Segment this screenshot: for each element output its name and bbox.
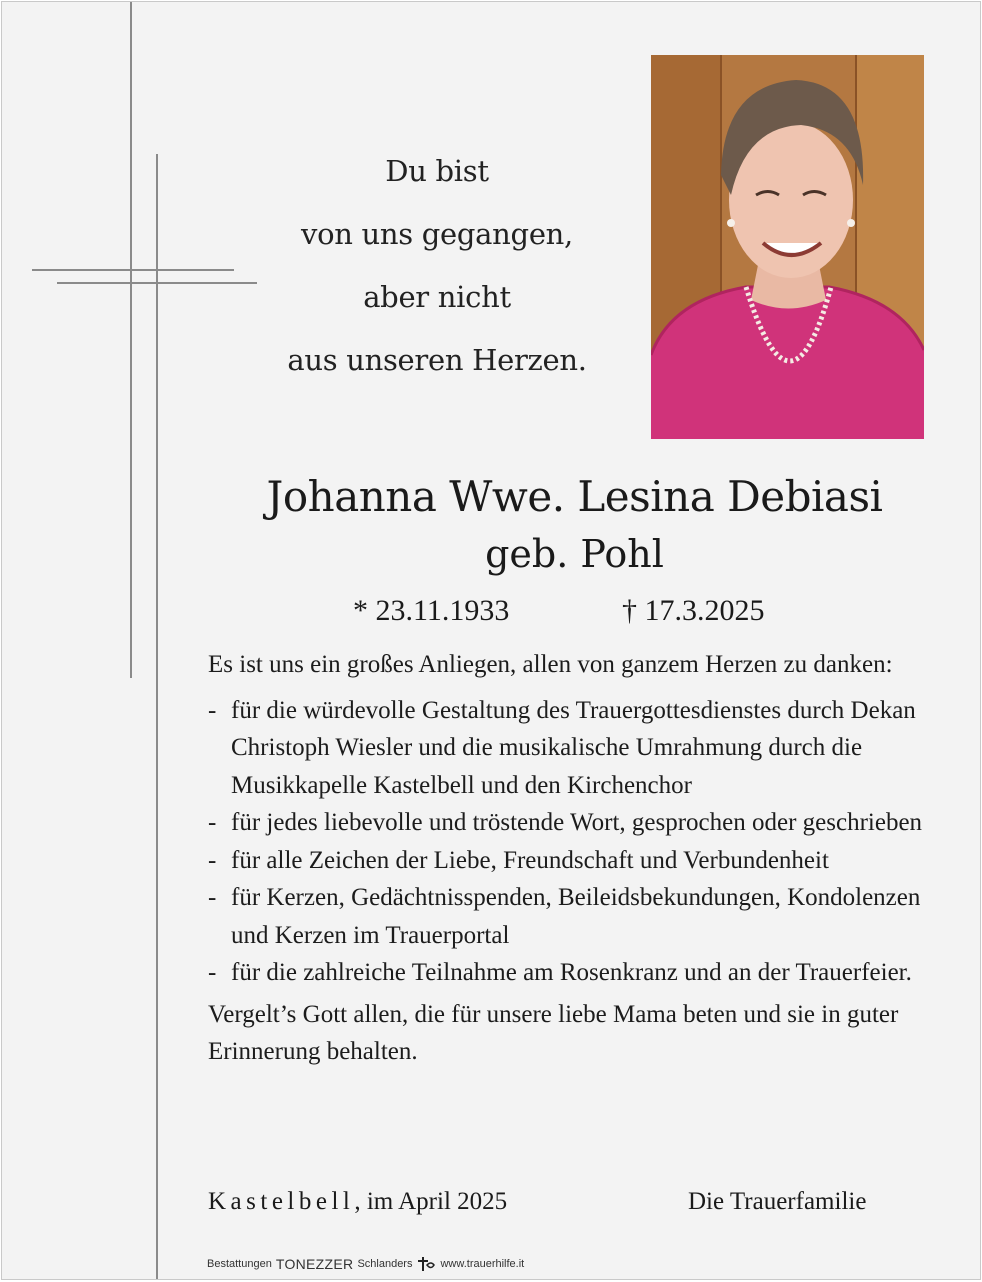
portrait-photo xyxy=(651,55,924,439)
list-item-text: für alle Zeichen der Liebe, Freundschaft und Verbundenheit xyxy=(231,846,829,874)
list-marker: - xyxy=(208,809,217,836)
death-date: † 17.3.2025 xyxy=(622,594,765,627)
list-marker: - xyxy=(208,959,217,986)
cross-vertical-line xyxy=(130,2,132,678)
place: Kastelbell xyxy=(208,1188,355,1215)
imprint-city: Schlanders xyxy=(357,1258,413,1270)
list-marker: - xyxy=(208,696,217,724)
list-item-text: für die zahlreiche Teilnahme am Rosenkranz und an der Trauerfeier. xyxy=(231,959,912,986)
date: , im April 2025 xyxy=(354,1188,508,1215)
verse-line: von uns gegangen, xyxy=(301,217,573,251)
list-item xyxy=(208,842,943,880)
signature: Die Trauerfamilie xyxy=(688,1188,867,1215)
imprint-prefix: Bestattungen xyxy=(207,1258,272,1270)
list-marker: - xyxy=(208,846,217,874)
imprint-website[interactable]: www.trauerhilfe.it xyxy=(440,1258,525,1270)
maiden-name: geb. Pohl xyxy=(485,532,664,576)
verse-line: aber nicht xyxy=(363,280,511,314)
place-and-date xyxy=(208,1188,507,1216)
list-item-text: für die würdevolle Gestaltung des Trauergottesdienstes durch Dekan Christoph Wiesler und die musikalische Umrahmung durch die Musikkapelle Kastelbell und den Kirchenchor xyxy=(231,696,916,799)
birth-date: * 23.11.1933 xyxy=(353,594,510,627)
thanks-text xyxy=(208,646,943,1071)
list-item xyxy=(208,804,943,842)
deceased-name: Johanna Wwe. Lesina Debiasi xyxy=(266,472,883,521)
cross-vertical-line-offset xyxy=(156,154,158,1279)
list-item xyxy=(208,954,943,992)
verse-line: Du bist xyxy=(385,154,489,188)
list-marker: - xyxy=(208,884,217,911)
imprint xyxy=(207,1256,524,1272)
list-item xyxy=(208,692,943,805)
list-item xyxy=(208,879,943,954)
intro-paragraph: Es ist uns ein großes Anliegen, allen von ganzem Herzen zu danken: xyxy=(208,651,893,678)
closing-paragraph: Vergelt’s Gott allen, die für unsere liebe Mama beten und sie in guter Erinnerung behalten. xyxy=(208,1000,899,1065)
thanks-list xyxy=(208,692,943,992)
obituary-card xyxy=(1,1,981,1280)
trauerhilfe-logo-icon xyxy=(416,1256,436,1272)
portrait-illustration xyxy=(651,55,924,439)
memorial-verse xyxy=(267,140,607,392)
cross-horizontal-line xyxy=(32,269,234,271)
list-item-text: für Kerzen, Gedächtnisspenden, Beileidsbekundungen, Kondolenzen und Kerzen im Trauerportal xyxy=(231,884,921,949)
verse-line: aus unseren Herzen. xyxy=(287,343,587,377)
cross-horizontal-line-offset xyxy=(57,282,257,284)
list-item-text: für jedes liebevolle und tröstende Wort, gesprochen oder geschrieben xyxy=(231,809,923,836)
imprint-brand: TONEZZER xyxy=(275,1256,354,1272)
